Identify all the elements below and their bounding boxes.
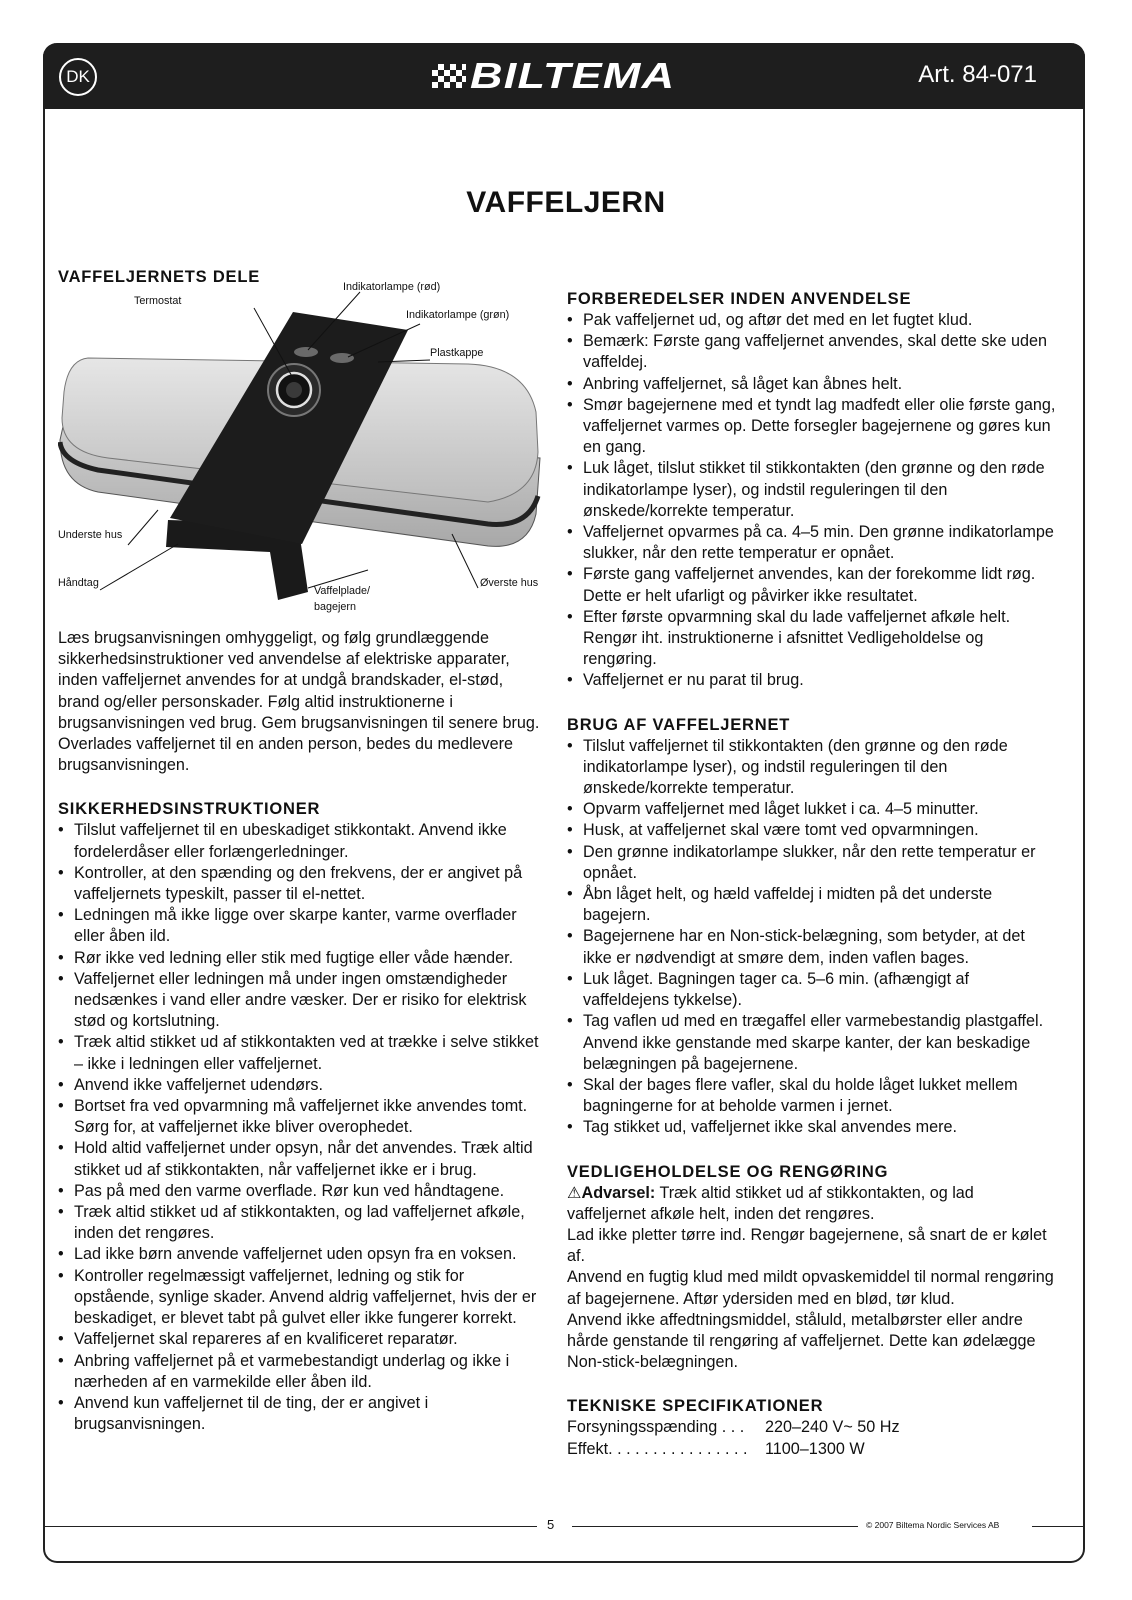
list-item: • Vaffeljernet eller ledningen må under ingen omstændigheder nedsænkes i vand eller andre væsker. Der er risiko for elektrisk stød og kortslutning. <box>58 969 548 1033</box>
list-item: • Tilslut vaffeljernet til stikkontakten (den grønne og den røde indikatorlampe lyser), og indstil reguleringen til den ønskede/korrekte temperatur. <box>567 736 1057 800</box>
list-item: • Bagejernene har en Non-stick-belægning, som betyder, at det ikke er nødvendigt at smøre dem, inden vaflen bages. <box>567 926 1057 968</box>
care-warning <box>567 1183 1057 1225</box>
label-plastic-cover: Plastkappe <box>430 347 484 359</box>
prep-heading: FORBEREDELSER INDEN ANVENDELSE <box>567 290 912 308</box>
footer-rule-middle <box>572 1526 858 1527</box>
brand-name: BILTEMA <box>470 55 676 96</box>
warning-label: Advarsel: <box>581 1183 656 1202</box>
label-plate-line1: Vaffelplade/ <box>314 585 371 597</box>
list-item: • Bemærk: Første gang vaffeljernet anvendes, skal dette ske uden vaffeldej. <box>567 331 1057 373</box>
header-bar <box>43 43 1085 109</box>
label-thermostat: Termostat <box>134 295 182 307</box>
list-item: • Smør bagejernene med et tyndt lag madfedt eller olie første gang, vaffeljernet varmes op. Dette forsegler bagejernene og gøres kun en gang. <box>567 395 1057 459</box>
list-item: • Tilslut vaffeljernet til en ubeskadiget stikkontakt. Anvend ikke fordelerdåser eller forlængerledninger. <box>58 820 548 862</box>
label-indicator-green: Indikatorlampe (grøn) <box>406 309 510 321</box>
page-number: 5 <box>547 1517 555 1532</box>
safety-list <box>58 820 548 1435</box>
spec-label: Effekt. . . . . . . . . . . . . . . . <box>567 1439 748 1458</box>
intro-paragraph: Læs brugsanvisningen omhyggeligt, og følg grundlæggende sikkerhedsinstruktioner ved anvendelse af elektriske apparater, inden vaffeljernet anvendes for at undgå brandskader, el-stød, brand og/eller personskader. Følg altid instruktionerne i brugsanvisningen ved brug. Gem brugsanvisningen til senere brug. Overlades vaffeljernet til en anden person, bedes du medlevere brugsanvisningen. <box>58 629 540 775</box>
list-item: • Tag vaflen ud med en trægaffel eller varmebestandig plastgaffel. Anvend ikke genstande med skarpe kanter, der kan beskadige belægningen på bagejernene. <box>567 1011 1057 1075</box>
page-title: VAFFELJERN <box>466 186 666 219</box>
label-upper-housing: Øverste hus <box>480 577 539 589</box>
list-item: • Ledningen må ikke ligge over skarpe kanter, varme overflader eller åben ild. <box>58 905 548 947</box>
care-paragraph-1: Lad ikke pletter tørre ind. Rengør bagejernene, så snart de er kølet af. <box>567 1225 1047 1266</box>
list-item: • Vaffeljernet skal repareres af en kvalificeret reparatør. <box>58 1329 548 1350</box>
label-plate-line2: bagejern <box>314 601 357 613</box>
right-column-text <box>567 288 1057 1460</box>
list-item: • Kontroller regelmæssigt vaffeljernet, ledning og stik for opstående, synlige skader. Anvend aldrig vaffeljernet, hvis der er beskadiget, er blevet tabt på gulvet eller ikke fungerer korrekt. <box>58 1266 548 1330</box>
footer-rule-right <box>1032 1526 1085 1527</box>
parts-heading: VAFFELJERNETS DELE <box>58 268 261 286</box>
list-item: • Kontroller, at den spænding og den frekvens, der er angivet på vaffeljernets typeskilt, passer til el-nettet. <box>58 863 548 905</box>
list-item: • Træk altid stikket ud af stikkontakten ved at trække i selve stikket – ikke i ledningen eller vaffeljernet. <box>58 1032 548 1074</box>
list-item: • Luk låget. Bagningen tager ca. 5–6 min. (afhængigt af vaffeldejens tykkelse). <box>567 969 1057 1011</box>
spec-row <box>567 1417 1057 1438</box>
spec-value: 1100–1300 W <box>765 1439 865 1458</box>
list-item: • Anbring vaffeljernet, så låget kan åbnes helt. <box>567 374 1057 395</box>
label-handle: Håndtag <box>58 577 99 589</box>
specs-heading: TEKNISKE SPECIFIKATIONER <box>567 1397 824 1416</box>
care-paragraph-2: Anvend en fugtig klud med mildt opvaskemiddel til normal rengøring af bagejernene. Aftør ydersiden med en blød, tør klud. <box>567 1268 1054 1308</box>
warning-icon: ⚠ <box>567 1183 582 1202</box>
list-item: • Åbn låget helt, og hæld vaffeldej i midten på det underste bagejern. <box>567 884 1057 926</box>
checker-flag-icon <box>432 64 466 88</box>
spec-value: 220–240 V~ 50 Hz <box>765 1418 900 1437</box>
spec-label: Forsyningsspænding . . . <box>567 1418 745 1437</box>
list-item: • Rør ikke ved ledning eller stik med fugtige eller våde hænder. <box>58 948 548 969</box>
list-item: • Tag stikket ud, vaffeljernet ikke skal anvendes mere. <box>567 1117 1057 1138</box>
list-item: • Bortset fra ved opvarmning må vaffeljernet ikke anvendes tomt. Sørg for, at vaffeljernet ikke bliver overophedet. <box>58 1096 548 1138</box>
label-lower-housing: Underste hus <box>58 529 123 541</box>
product-diagram <box>58 262 548 624</box>
article-number: Art. 84-071 <box>918 61 1037 88</box>
list-item: • Luk låget, tilslut stikket til stikkontakten (den grønne og den røde indikatorlampe lyser), og indstil reguleringen til den ønskede/korrekte temperatur. <box>567 458 1057 522</box>
list-item: • Anvend ikke vaffeljernet udendørs. <box>58 1075 548 1096</box>
footer-rule-left <box>43 1526 537 1527</box>
spec-row <box>567 1439 1057 1460</box>
list-item: • Skal der bages flere vafler, skal du holde låget lukket mellem bagningerne for at beholde varmen i jernet. <box>567 1075 1057 1117</box>
list-item: • Lad ikke børn anvende vaffeljernet uden opsyn fra en voksen. <box>58 1244 548 1265</box>
list-item: • Efter første opvarmning skal du lade vaffeljernet afkøle helt. Rengør iht. instruktionerne i afsnittet Vedligeholdelse og rengøring. <box>567 607 1057 671</box>
list-item: • Opvarm vaffeljernet med låget lukket i ca. 4–5 minutter. <box>567 799 1057 820</box>
left-column-text <box>58 628 548 1435</box>
list-item: • Anbring vaffeljernet på et varmebestandigt underlag og ikke i nærheden af en varmekilde eller åben ild. <box>58 1351 548 1393</box>
list-item: • Husk, at vaffeljernet skal være tomt ved opvarmningen. <box>567 820 1057 841</box>
list-item: • Træk altid stikket ud af stikkontakten, og lad vaffeljernet afkøle, inden det rengøres. <box>58 1202 548 1244</box>
language-badge: DK <box>59 58 97 96</box>
label-indicator-red: Indikatorlampe (rød) <box>343 281 441 293</box>
use-heading: BRUG AF VAFFELJERNET <box>567 715 791 734</box>
list-item: • Den grønne indikatorlampe slukker, når den rette temperatur er opnået. <box>567 842 1057 884</box>
care-heading: VEDLIGEHOLDELSE OG RENGØRING <box>567 1162 889 1181</box>
use-list <box>567 736 1057 1139</box>
list-item: • Hold altid vaffeljernet under opsyn, når det anvendes. Træk altid stikket ud af stikkontakten, når vaffeljernet ikke er i brug. <box>58 1138 548 1180</box>
list-item: • Vaffeljernet opvarmes på ca. 4–5 min. Den grønne indikatorlampe slukker, når den rette temperatur er opnået. <box>567 522 1057 564</box>
list-item: • Vaffeljernet er nu parat til brug. <box>567 670 1057 691</box>
list-item: • Pas på med den varme overflade. Rør kun ved håndtagene. <box>58 1181 548 1202</box>
care-paragraph-3: Anvend ikke affedtningsmiddel, ståluld, metalbørster eller andre hårde genstande til rengøring af vaffeljernet. Dette kan ødelægge Non-stick-belægningen. <box>567 1310 1036 1372</box>
warning-text: Træk altid stikket ud af stikkontakten, og lad vaffeljernet afkøle helt, inden det rengøres. <box>567 1183 974 1223</box>
list-item: • Anvend kun vaffeljernet til de ting, der er angivet i brugsanvisningen. <box>58 1393 548 1435</box>
copyright: © 2007 Biltema Nordic Services AB <box>866 1520 1000 1530</box>
prep-list <box>567 310 1057 692</box>
list-item: • Pak vaffeljernet ud, og aftør det med en let fugtet klud. <box>567 310 1057 331</box>
safety-heading: SIKKERHEDSINSTRUKTIONER <box>58 800 321 819</box>
list-item: • Første gang vaffeljernet anvendes, kan der forekomme lidt røg. Dette er helt ufarligt og påvirker ikke resultatet. <box>567 564 1057 606</box>
brand-logo <box>432 55 676 96</box>
